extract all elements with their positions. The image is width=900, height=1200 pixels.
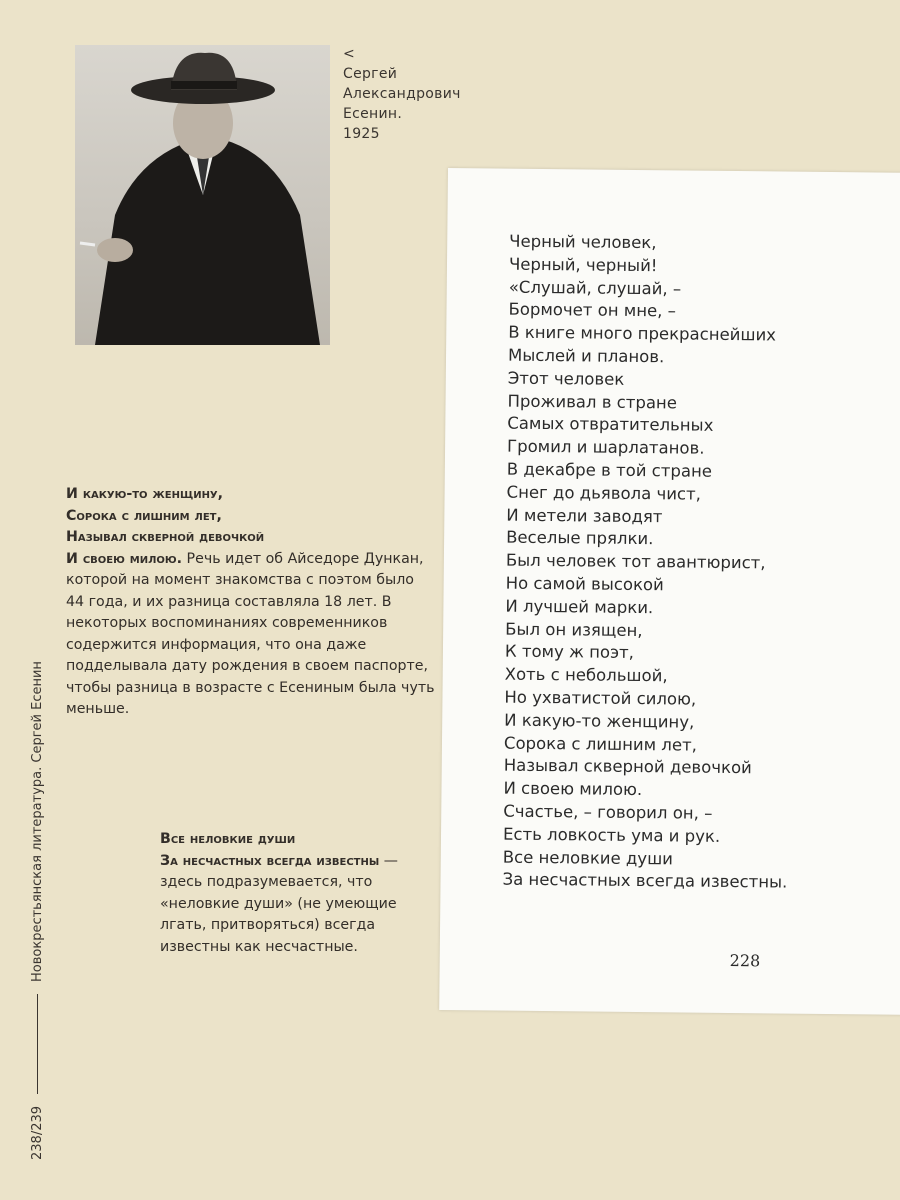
poem-line: В декабре в той стране (506, 459, 713, 481)
poem-line: К тому ж поэт, (504, 641, 635, 663)
caption-line: Сергей (343, 66, 398, 82)
poem-page-card (439, 168, 900, 1015)
poem-line: Но ухватистой силою, (504, 687, 697, 709)
poem-line: Называл скверной девочкой (503, 755, 752, 778)
poem-line: Но самой высокой (505, 573, 664, 595)
annotation-awkward-souls (160, 829, 430, 958)
quote-line: И своею милою. (66, 550, 183, 567)
poem-line: Был человек тот авантюрист, (505, 550, 766, 573)
caption-arrow: < (343, 46, 356, 62)
photo-caption (343, 44, 461, 144)
annotation-text: Речь идет об Айседоре Дункан, которой на момент знакомства с поэтом было 44 года, и их разница составляла 18 лет. В некоторых воспоминаниях современников содержится информация, что она даже подделывала дату рождения в своем паспорте, чтобы разница в возрасте с Есениным была чуть меньше. (66, 550, 435, 717)
poem-line: За несчастных всегда известны. (502, 869, 788, 892)
poem-line: И своею милою. (503, 778, 643, 800)
portrait-illustration (75, 45, 330, 345)
poem-line: Мыслей и планов. (507, 345, 665, 367)
poem-line: Сорока с лишним лет, (503, 733, 698, 755)
running-title: Новокрестьянская литература. Сергей Есенин (30, 661, 45, 982)
quote-line: Называл скверной девочкой (66, 529, 265, 545)
quote-line: Все неловкие души (160, 831, 296, 847)
page-numbers: 238/239 (30, 1105, 45, 1160)
caption-line: 1925 (343, 126, 380, 142)
divider (37, 994, 38, 1094)
running-footer (30, 661, 45, 1160)
poem-line: Самых отвратительных (507, 414, 714, 436)
poem-line: Есть ловкость ума и рук. (502, 824, 721, 846)
poem-line: Все неловкие души (502, 847, 674, 868)
poem-line: Снег до дьявола чист, (506, 482, 702, 504)
poem-line: Громил и шарлатанов. (506, 436, 705, 458)
caption-line: Есенин. (343, 106, 403, 122)
poem-line: И какую-то женщину, (504, 710, 695, 732)
poem-line: Счастье, – говорил он, – (503, 801, 713, 823)
poem-line: Был он изящен, (505, 619, 643, 640)
poem-line: Черный, черный! (508, 254, 658, 275)
poem-line: Черный человек, (509, 231, 657, 253)
poem-line: Хоть с небольшой, (504, 664, 668, 686)
quote-line: За несчастных всегда известны (160, 852, 380, 869)
poem-text (502, 231, 794, 895)
poem-line: Бормочет он мне, – (508, 300, 677, 321)
poem-line: Веселые прялки. (506, 527, 654, 549)
poem-line: И метели заводят (506, 505, 663, 526)
poem-line: «Слушай, слушай, – (508, 277, 682, 299)
poem-line: И лучшей марки. (505, 596, 654, 617)
caption-line: Александрович (343, 86, 461, 102)
annotation-dunkan (66, 484, 436, 721)
poem-line: Проживал в стране (507, 391, 678, 412)
poem-line: Этот человек (507, 368, 625, 389)
portrait-photo (75, 45, 330, 345)
quote-line: Сорока с лишним лет, (66, 507, 222, 524)
quote-line: И какую-то женщину, (66, 486, 224, 502)
annotation-text: — здесь подразумевается, что «неловкие души» (не умеющие лгать, притворяться) всегда известны как несчастные. (160, 852, 398, 955)
poem-line: В книге много прекраснейших (508, 322, 777, 345)
poem-page-number: 228 (729, 950, 761, 971)
